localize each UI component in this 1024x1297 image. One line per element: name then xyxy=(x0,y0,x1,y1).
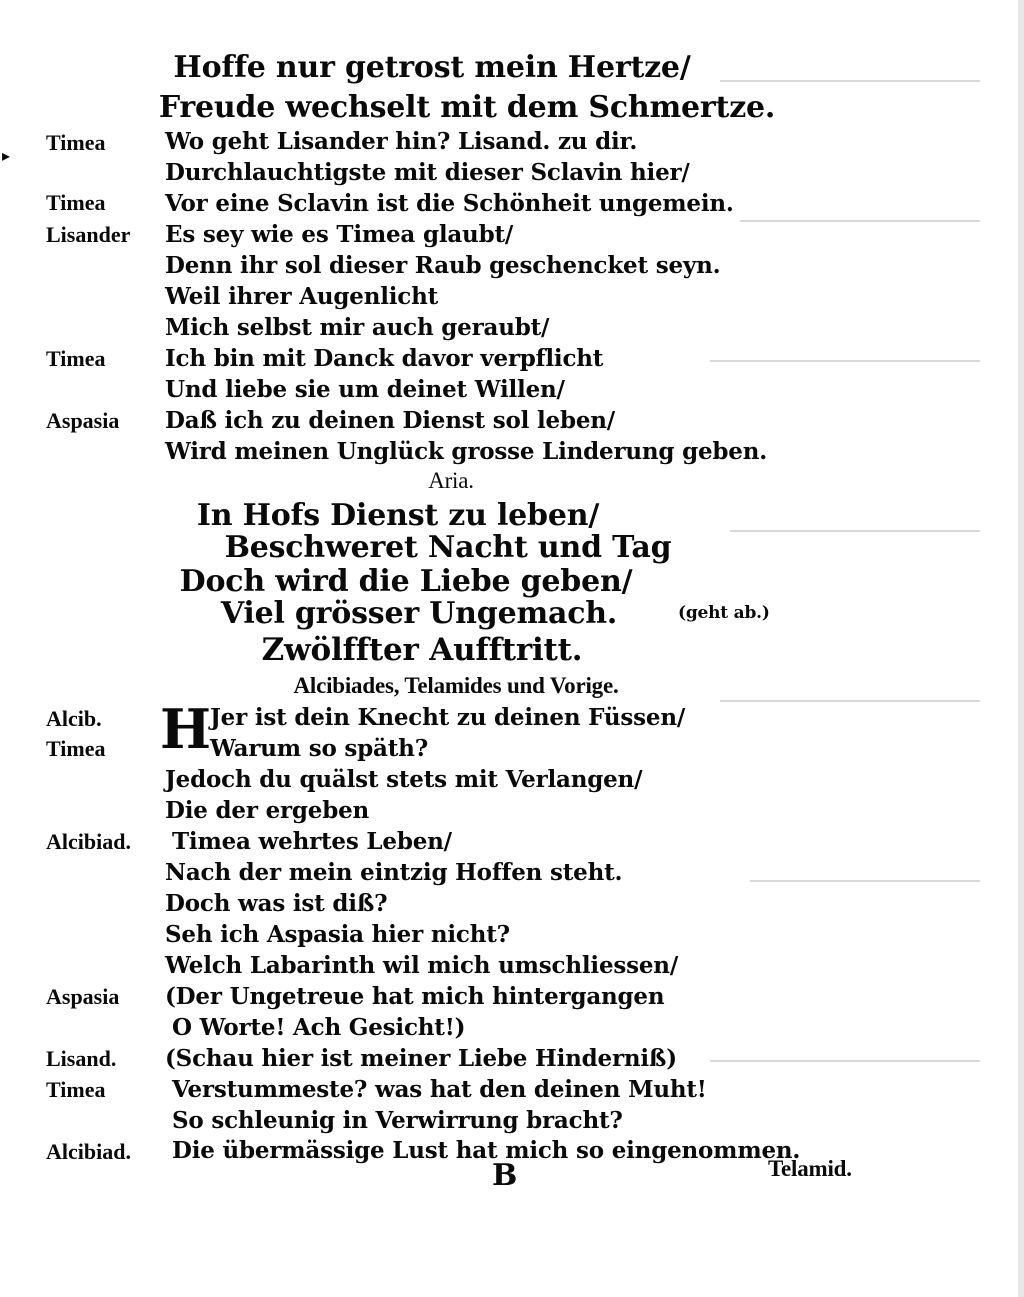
verse-line: Warum so späth? xyxy=(210,735,428,762)
scene-title: Zwölffter Aufftritt. xyxy=(261,632,583,668)
verse-line: Daß ich zu deinen Dienst sol leben/ xyxy=(165,407,615,434)
margin-mark: ▸ xyxy=(2,146,11,165)
verse-line: Es sey wie es Timea glaubt/ xyxy=(165,221,514,248)
speaker-timea-1: Timea xyxy=(46,130,106,155)
speaker-alcibiad-2: Alcibiad. xyxy=(46,1139,131,1164)
decorated-initial: H xyxy=(160,697,212,761)
verse-line: Nach der mein eintzig Hoffen steht. xyxy=(165,859,623,886)
speaker-timea-2: Timea xyxy=(46,190,106,215)
verse-line: Wird meinen Unglück grosse Linderung geben. xyxy=(165,438,768,465)
couplet-line-2: Freude wechselt mit dem Schmertze. xyxy=(158,90,776,125)
aria-line-3: Doch wird die Liebe geben/ xyxy=(179,564,633,599)
verse-line: Jedoch du quälst stets mit Verlangen/ xyxy=(165,766,643,793)
verse-line: Durchlauchtigste mit dieser Sclavin hier/ xyxy=(165,159,690,186)
catchword: Telamid. xyxy=(768,1156,852,1181)
verse-line: Und liebe sie um deinet Willen/ xyxy=(165,376,565,403)
verse-line: Verstummeste? was hat den deinen Muht! xyxy=(172,1076,707,1103)
aria-label: Aria. xyxy=(428,468,474,493)
verse-line: Denn ihr sol dieser Raub geschencket seyn. xyxy=(165,252,721,279)
verse-line: Ich bin mit Danck davor verpflicht xyxy=(165,345,604,372)
couplet-line-1: Hoffe nur getrost mein Hertze/ xyxy=(173,50,691,85)
speaker-timea-4: Timea xyxy=(46,736,106,761)
stage-direction: (geht ab.) xyxy=(678,603,770,623)
speaker-lisand: Lisand. xyxy=(46,1046,117,1071)
verse-line: Wo geht Lisander hin? Lisand. zu dir. xyxy=(165,128,638,155)
verse-line: Jer ist dein Knecht zu deinen Füssen/ xyxy=(210,704,686,731)
verse-line: So schleunig in Verwirrung bracht? xyxy=(172,1107,623,1134)
verse-line: O Worte! Ach Gesicht!) xyxy=(172,1014,466,1041)
verse-line: Welch Labarinth wil mich umschliessen/ xyxy=(165,952,679,979)
verse-line: Weil ihrer Augenlicht xyxy=(165,283,439,310)
verse-line: Timea wehrtes Leben/ xyxy=(172,828,452,855)
speaker-aspasia-2: Aspasia xyxy=(46,984,120,1009)
aria-line-4: Viel grösser Ungemach. xyxy=(220,596,618,631)
speaker-alcibiad-1: Alcibiad. xyxy=(46,829,131,854)
verse-line: (Schau hier ist meiner Liebe Hinderniß) xyxy=(165,1045,677,1072)
verse-line: Seh ich Aspasia hier nicht? xyxy=(165,921,510,948)
verse-line: Doch was ist diß? xyxy=(165,890,388,917)
signature-mark: B xyxy=(492,1158,518,1193)
speaker-lisander: Lisander xyxy=(46,222,131,247)
aria-line-2: Beschweret Nacht und Tag xyxy=(224,530,672,565)
speaker-timea-5: Timea xyxy=(46,1077,106,1102)
verse-line: Mich selbst mir auch geraubt/ xyxy=(165,314,550,341)
verse-line: Die übermässige Lust hat mich so eingenommen. xyxy=(172,1137,801,1164)
verse-line: Die der ergeben xyxy=(165,797,370,824)
verse-line: Vor eine Sclavin ist die Schönheit ungemein. xyxy=(165,190,734,217)
verse-line: (Der Ungetreue hat mich hintergangen xyxy=(165,983,665,1010)
scene-cast: Alcibiades, Telamides und Vorige. xyxy=(293,673,619,698)
aria-line-1: In Hofs Dienst zu leben/ xyxy=(196,498,600,533)
speaker-alcib: Alcib. xyxy=(46,706,102,731)
speaker-aspasia-1: Aspasia xyxy=(46,408,120,433)
speaker-timea-3: Timea xyxy=(46,346,106,371)
